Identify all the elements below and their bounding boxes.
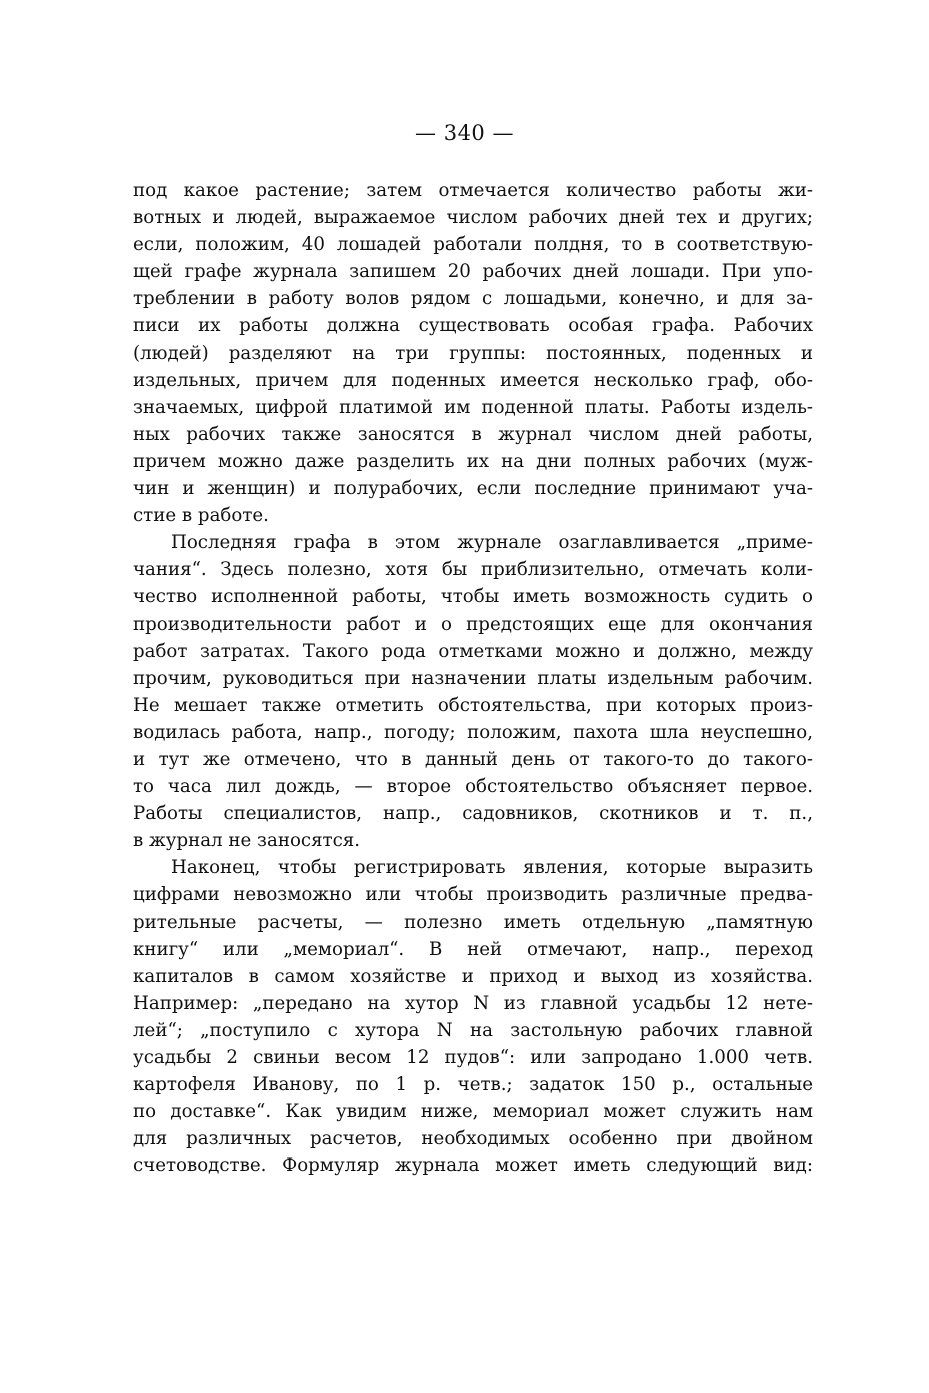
text-line: картофеля Иванову, по 1 р. четв.; задаток 150 р., остальные xyxy=(133,1074,813,1096)
paragraph-1 xyxy=(133,177,813,529)
text-line: прочим, руководиться при назначении платы издельным рабочим. xyxy=(133,667,813,689)
text-line: работ затратах. Такого рода отметками можно и должно, между xyxy=(133,640,813,662)
text-line: Не мешает также отметить обстоятельства, при которых произ- xyxy=(133,694,813,716)
text-line: Наконец, чтобы регистрировать явления, которые выразить xyxy=(171,857,813,879)
text-line: производительности работ и о предстоящих еще для окончания xyxy=(133,613,813,635)
text-line: чество исполненной работы, чтобы иметь возможность судить о xyxy=(133,586,813,608)
text-line: вотных и людей, выражаемое числом рабочих дней тех и других; xyxy=(133,207,813,229)
text-line: по доставке“. Как увидим ниже, мемориал может служить нам xyxy=(133,1101,813,1123)
text-line: то часа лил дождь, — второе обстоятельство объясняет первое. xyxy=(133,776,813,798)
text-line: причем можно даже разделить их на дни полных рабочих (муж- xyxy=(133,450,813,472)
text-line: Например: „передано на хутор N из главной усадьбы 12 нете- xyxy=(133,992,813,1014)
text-line: и тут же отмечено, что в данный день от такого-то до такого- xyxy=(133,748,813,770)
text-line: водилась работа, напр., погоду; положим, пахота шла неуспешно, xyxy=(133,721,813,743)
text-line: счетоводстве. Формуляр журнала может иметь следующий вид: xyxy=(133,1155,813,1177)
text-line: Последняя графа в этом журнале озаглавливается „приме- xyxy=(171,532,813,554)
paragraph-2 xyxy=(133,529,813,854)
text-line: под какое растение; затем отмечается количество работы жи- xyxy=(133,180,813,201)
text-line: щей графе журнала запишем 20 рабочих дней лошади. При упо- xyxy=(133,261,813,283)
text-line: треблении в работу волов рядом с лошадьми, конечно, и для за- xyxy=(133,288,813,310)
text-line: издельных, причем для поденных имеется несколько граф, обо- xyxy=(133,369,813,391)
text-line: ных рабочих также заносятся в журнал числом дней работы, xyxy=(133,423,813,445)
text-line: стие в работе. xyxy=(133,505,269,527)
text-line: усадьбы 2 свиньи весом 12 пудов“: или запродано 1.000 четв. xyxy=(133,1047,813,1068)
text-line: (людей) разделяют на три группы: постоянных, поденных и xyxy=(133,342,813,364)
text-line: лей“; „поступило с хутора N на застольную рабочих главной xyxy=(133,1019,813,1041)
text-line: если, положим, 40 лошадей работали полдня, то в соответствую- xyxy=(133,234,813,256)
text-line: чания“. Здесь полезно, хотя бы приблизительно, отмечать коли- xyxy=(133,559,813,581)
text-line: значаемых, цифрой платимой им поденной платы. Работы издель- xyxy=(133,396,813,418)
text-line: чин и женщин) и полурабочих, если последние принимают уча- xyxy=(133,478,813,500)
text-line: капиталов в самом хозяйстве и приход и выход из хозяйства. xyxy=(133,965,813,987)
text-line: для различных расчетов, необходимых особенно при двойном xyxy=(133,1128,813,1150)
text-line: рительные расчеты, — полезно иметь отдельную „памятную xyxy=(133,911,813,933)
text-line: цифрами невозможно или чтобы производить различные предва- xyxy=(133,884,813,906)
text-line: Работы специалистов, напр., садовников, скотников и т. п., xyxy=(133,803,813,825)
page-number: — 340 — xyxy=(415,121,514,145)
body-text xyxy=(133,177,813,1179)
text-line: писи их работы должна существовать особая графа. Рабочих xyxy=(133,315,813,337)
paragraph-3 xyxy=(133,854,813,1179)
text-line: книгу“ или „мемориал“. В ней отмечают, напр., переход xyxy=(133,938,813,960)
text-line: в журнал не заносятся. xyxy=(133,830,361,852)
